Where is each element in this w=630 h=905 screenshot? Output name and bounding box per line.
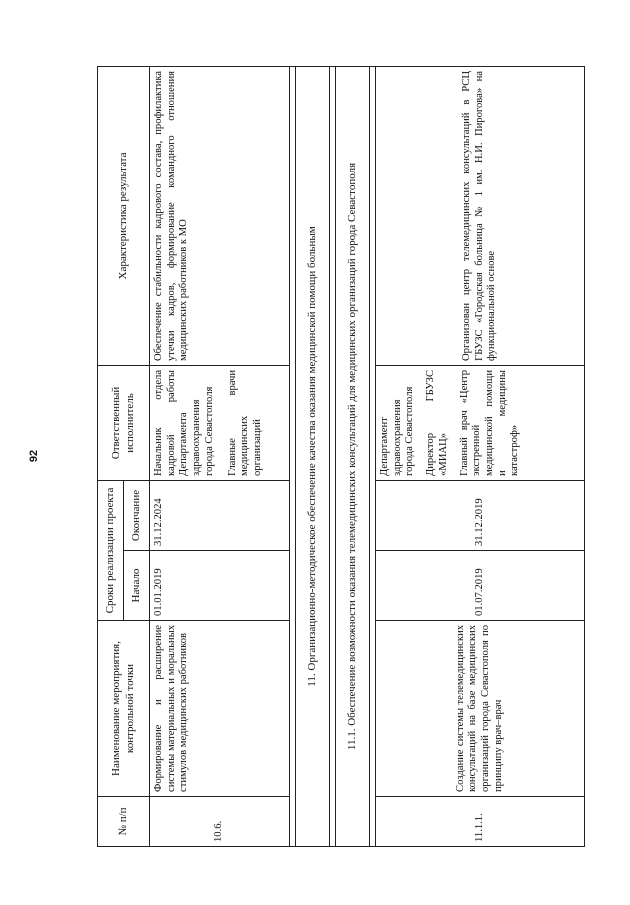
responsible-line: Главный врач «Центр экстренной медицинской помощи и медицины катастроф» (458, 369, 521, 476)
row-name: Создание системы телемедицинских консультаций на базе медицинских организаций города Севастополя по принципу врач–врач (376, 621, 585, 797)
header-num: № п/п (98, 797, 150, 847)
row-name: Формирование и расширение системы материальных и моральных стимулов медицинских работников (150, 621, 290, 797)
row-responsible (150, 365, 290, 480)
row-result: Обеспечение стабильности кадрового состава, профилактика утечки кадров, формирование командного отношения медицинских работников к МО (150, 66, 290, 365)
project-plan-table (97, 66, 585, 847)
rotated-table-wrapper (97, 67, 585, 847)
header-period: Сроки реализации проекта (98, 480, 124, 620)
header-end: Окончание (124, 480, 150, 550)
header-result: Характеристика результата (98, 66, 150, 365)
header-start: Начало (124, 551, 150, 621)
table-row (376, 66, 585, 846)
header-name: Наименование мероприятия, контрольной точки (98, 621, 150, 797)
row-responsible (376, 365, 585, 480)
subsection-heading: 11.1. Обеспечение возможности оказания телемедицинских консультаций для медицинских организаций города Севастополя (336, 66, 370, 846)
responsible-line: Департамент здравоохранения города Севастополя (379, 386, 416, 476)
header-responsible: Ответственный исполнитель (98, 365, 150, 480)
row-start: 01.07.2019 (376, 551, 585, 621)
row-end: 31.12.2019 (376, 480, 585, 550)
section-heading: 11. Организационно-методическое обеспечение качества оказания медицинской помощи больным (296, 66, 330, 846)
row-start: 01.01.2019 (150, 551, 290, 621)
responsible-line: Главные врачи медицинских организаций (226, 369, 263, 476)
row-num: 10.6. (150, 797, 290, 847)
row-end: 31.12.2024 (150, 480, 290, 550)
table-row (150, 66, 290, 846)
responsible-line: Директор ГБУЗС «МИАЦ» (425, 369, 449, 476)
row-num: 11.1.1. (376, 797, 585, 847)
row-result: Организован центр телемедицинских консультаций в РСЦ ГБУЗС «Городская больница № 1 им. Н.И. Пирогова» на функциональной основе (376, 66, 585, 365)
page-number: 92 (28, 449, 40, 463)
responsible-line: Начальник отдела кадровой работы Департамента здравоохранения города Севастополя (153, 369, 215, 476)
